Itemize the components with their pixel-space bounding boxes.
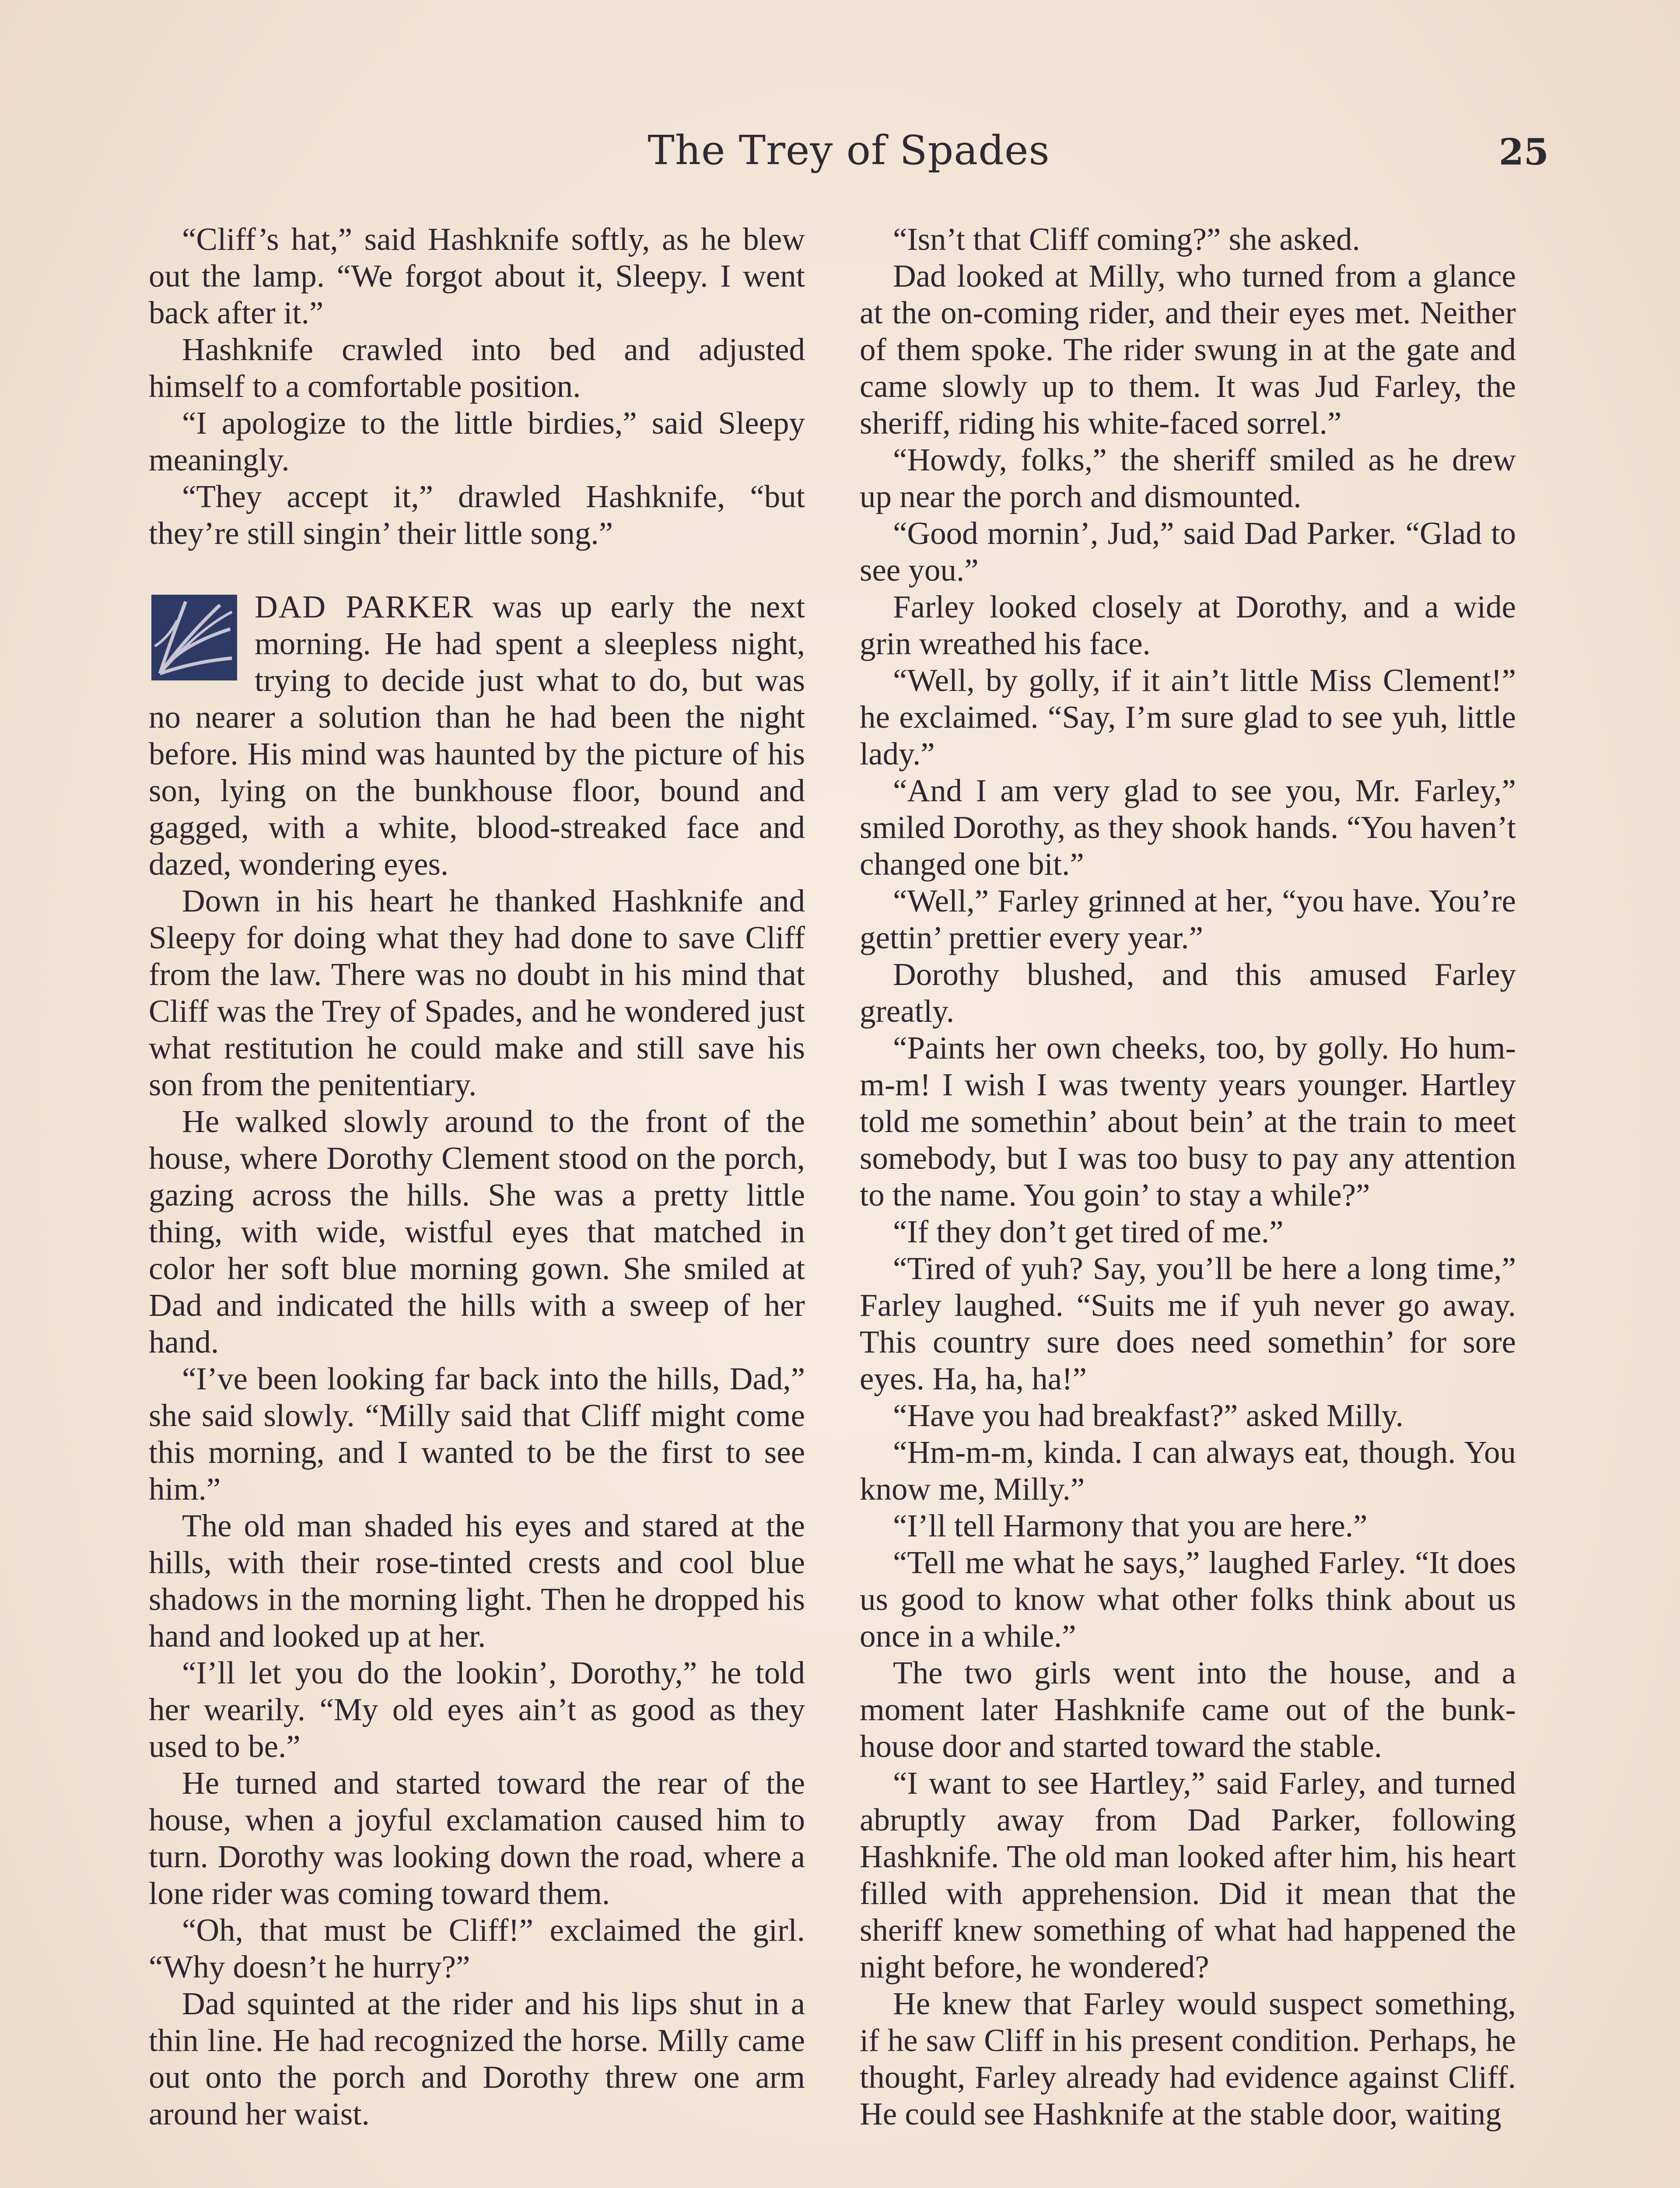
decorative-dropcap-icon xyxy=(151,595,237,680)
paragraph: He turned and started toward the rear of the house, when a joyful exclamation caused him to turn. Dorothy was looking down the road, where a lone rider was coming toward them. xyxy=(149,1765,805,1911)
paragraph: “Oh, that must be Cliff!” exclaimed the girl. “Why doesn’t he hurry?” xyxy=(149,1912,805,1985)
right-column xyxy=(860,221,1516,2132)
paragraph: The two girls went into the house, and a moment later Hashknife came out of the bunk-house door and started toward the stable. xyxy=(860,1655,1516,1764)
page-number: 25 xyxy=(1498,131,1549,173)
paragraph: “Cliff’s hat,” said Hashknife softly, as he blew out the lamp. “We forgot about it, Sleepy. I went back after it.” xyxy=(149,221,805,330)
paragraph: “Hm-m-m, kinda. I can always eat, though. You know me, Milly.” xyxy=(860,1434,1516,1507)
paragraph: “Tired of yuh? Say, you’ll be here a long time,” Farley laughed. “Suits me if yuh never go away. This country sure does need somethin’ for sore eyes. Ha, ha, ha!” xyxy=(860,1251,1516,1396)
paragraph: Down in his heart he thanked Hashknife and Sleepy for doing what they had done to save Cliff from the law. There was no doubt in his mind that Cliff was the Trey of Spades, and he wondered just what restitution he could make and still save his son from the penitentiary. xyxy=(149,883,805,1102)
paragraph: Dorothy blushed, and this amused Farley greatly. xyxy=(860,957,1516,1029)
paragraph: “Isn’t that Cliff coming?” she asked. xyxy=(893,221,1360,257)
paragraph: The old man shaded his eyes and stared at the hills, with their rose-tinted crests and cool blue shadows in the morning light. Then he dropped his hand and looked up at her. xyxy=(149,1508,805,1654)
paragraph: “I want to see Hartley,” said Farley, and turned abruptly away from Dad Parker, following Hashknife. The old man looked after him, his heart filled with apprehension. Did it mean that the sheriff knew something of what had happened the night before, he wondered? xyxy=(860,1765,1516,1985)
paragraph: “I apologize to the little birdies,” said Sleepy meaningly. xyxy=(149,405,805,477)
paragraph: “Good mornin’, Jud,” said Dad Parker. “Glad to see you.” xyxy=(860,515,1516,588)
paragraph: He knew that Farley would suspect something, if he saw Cliff in his present condition. Perhaps, he thought, Farley already had evidence against Cliff. He could see Hashknife at the stable door, waiting xyxy=(860,1986,1516,2132)
section-opening-paragraph xyxy=(149,589,805,883)
paragraph: “Howdy, folks,” the sheriff smiled as he drew up near the porch and dismounted. xyxy=(860,442,1516,514)
paragraph: “They accept it,” drawled Hashknife, “but they’re still singin’ their little song.” xyxy=(149,479,805,551)
page-header xyxy=(149,127,1549,193)
paragraph: “And I am very glad to see you, Mr. Farley,” smiled Dorothy, as they shook hands. “You haven’t changed one bit.” xyxy=(860,773,1516,882)
paragraph: Hashknife crawled into bed and adjusted himself to a comfortable position. xyxy=(149,332,805,404)
paragraph: Dad looked at Milly, who turned from a glance at the on-coming rider, and their eyes met. Neither of them spoke. The rider swung in at the gate and came slowly up to them. It was Jud Farley, the sheriff, riding his white-faced sorrel.” xyxy=(860,258,1516,441)
paragraph: “I’ll tell Harmony that you are here.” xyxy=(893,1508,1368,1543)
paragraph: “Paints her own cheeks, too, by golly. Ho hum-m-m! I wish I was twenty years younger. Hartley told me somethin’ about bein’ at the train to meet somebody, but I was too busy to pay any attention to the name. You goin’ to stay a while?” xyxy=(860,1030,1516,1213)
paragraph: “Well, by golly, if it ain’t little Miss Clement!” he exclaimed. “Say, I’m sure glad to see yuh, little lady.” xyxy=(860,663,1516,771)
paragraph: “I’ve been looking far back into the hills, Dad,” she said slowly. “Milly said that Cliff might come this morning, and I wanted to be the first to see him.” xyxy=(149,1361,805,1507)
paragraph: “Have you had breakfast?” asked Milly. xyxy=(893,1398,1404,1433)
paragraph: Farley looked closely at Dorothy, and a wide grin wreathed his face. xyxy=(860,589,1516,661)
paragraph: “I’ll let you do the lookin’, Dorothy,” he told her wearily. “My old eyes ain’t as good as they used to be.” xyxy=(149,1655,805,1764)
paragraph: “If they don’t get tired of me.” xyxy=(893,1214,1284,1249)
running-title: The Trey of Spades xyxy=(648,127,1050,174)
paragraph: He walked slowly around to the front of the house, where Dorothy Clement stood on the porch, gazing across the hills. She was a pretty little thing, with wide, wistful eyes that matched in color her soft blue morning gown. She smiled at Dad and indicated the hills with a sweep of her hand. xyxy=(149,1104,805,1360)
paragraph: “Tell me what he says,” laughed Farley. “It does us good to know what other folks think about us once in a while.” xyxy=(860,1545,1516,1654)
paragraph-text: was up early the next morning. He had spent a sleepless night, trying to decide just what to do, but was no nearer a solution than he had been the night before. His mind was haunted by the picture of his son, lying on the bunkhouse floor, bound and gagged, with a white, blood-streaked face and dazed, wondering eyes. xyxy=(149,589,805,882)
left-column xyxy=(149,221,805,2132)
lead-in-text: DAD PARKER xyxy=(255,589,474,624)
paragraph: “Well,” Farley grinned at her, “you have. You’re gettin’ prettier every year.” xyxy=(860,883,1516,955)
paragraph: Dad squinted at the rider and his lips shut in a thin line. He had recognized the horse. Milly came out onto the porch and Dorothy threw one arm around her waist. xyxy=(149,1986,805,2132)
